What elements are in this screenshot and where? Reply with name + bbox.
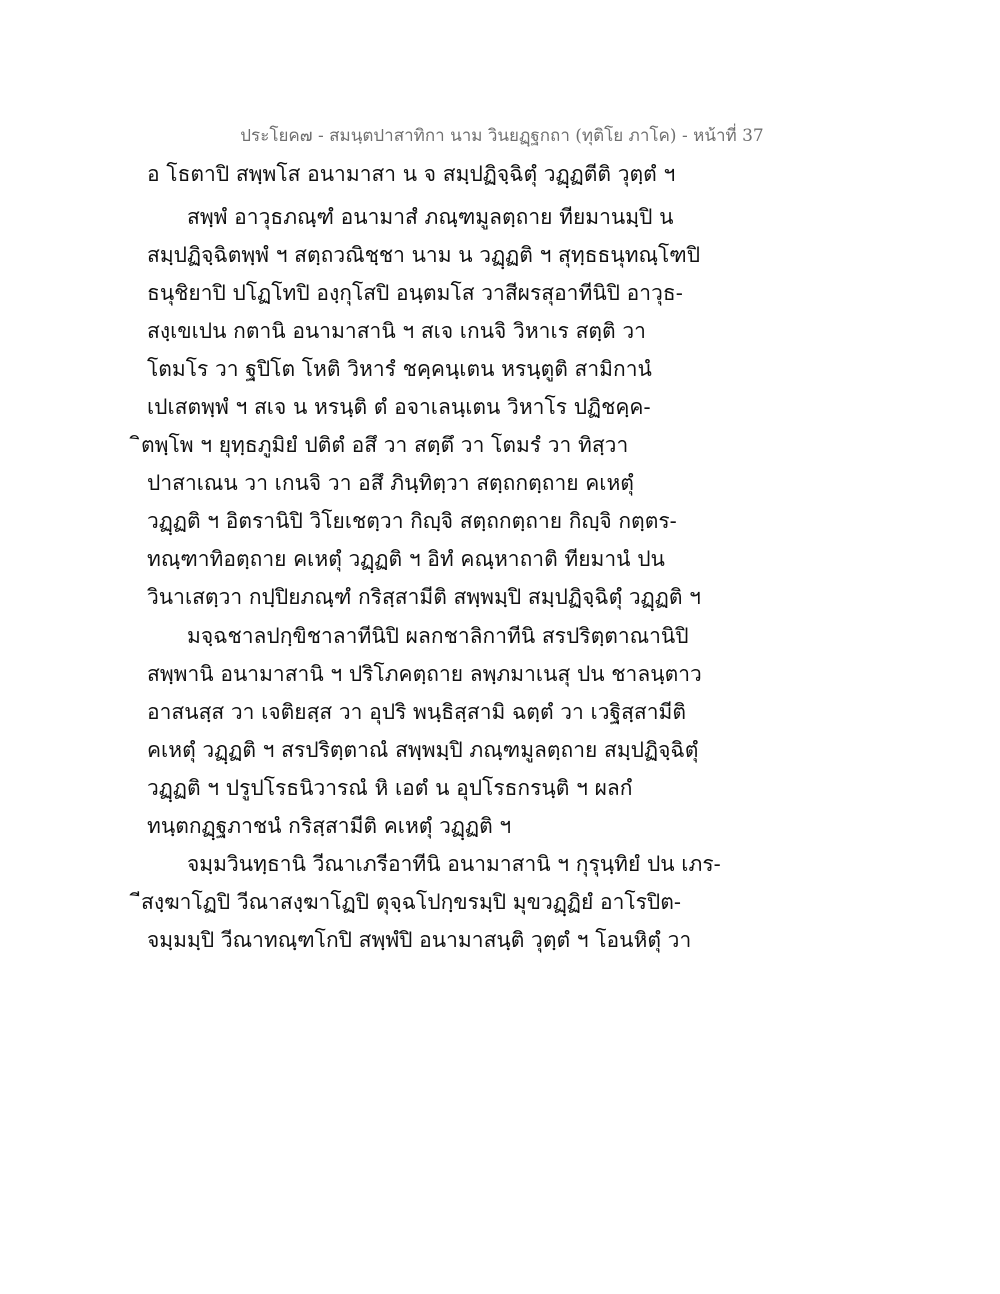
text-line: วฏฺฏติ ฯ ปรูปโรธนิวารณํ หิ เอตํ น อุปโรธกรนฺติ ฯ ผลกํ — [147, 776, 633, 800]
text-line: อาสนสฺส วา เจติยสฺส วา อุปริ พนฺธิสฺสามิ ฉตฺตํ วา เวฐิสฺสามีติ — [147, 700, 686, 724]
text-line: วฏฺฏติ ฯ อิตรานิปิ วิโยเชตฺวา กิญฺจิ สตฺถกตฺถาย กิญฺจิ กตฺตร- — [147, 509, 677, 533]
text-line: ิตพฺโพ ฯ ยุทฺธภูมิยํ ปติตํ อสึ วา สตฺตึ วา โตมรํ วา ทิสฺวา — [141, 433, 629, 457]
text-line: อ โธตาปิ สพฺพโส อนามาสา น จ สมฺปฏิจฺฉิตุํ วฏฺฏตีติ วุตฺตํ ฯ — [147, 162, 676, 186]
page-header: ประโยค๗ - สมนฺตปาสาทิกา นาม วินยฏฺฐกถา (ทุติโย ภาโค) - หน้าที่ 37 — [240, 126, 764, 146]
text-line: เปเสตพฺพํ ฯ สเจ น หรนฺติ ตํ อจาเลนฺเตน วิหาโร ปฏิชคฺค- — [147, 395, 651, 419]
text-line: สมฺปฏิจฺฉิตพฺพํ ฯ สตฺถวณิชฺชา นาม น วฏฺฏติ ฯ สุทฺธธนุทณฺโฑปิ — [147, 243, 701, 267]
text-line: วินาเสตฺวา กปฺปิยภณฺฑํ กริสฺสามีติ สพฺพมฺปิ สมฺปฏิจฺฉิตุํ วฏฺฏติ ฯ — [147, 585, 701, 609]
text-line: คเหตุํ วฏฺฏติ ฯ สรปริตฺตาณํ สพฺพมฺปิ ภณฺฑมูลตฺถาย สมฺปฏิจฺฉิตุํ — [147, 738, 699, 762]
text-line: สพฺพํ อาวุธภณฺฑํ อนามาสํ ภณฺฑมูลตฺถาย ทียมานมฺปิ น — [187, 205, 674, 229]
text-line: ธนุชิยาปิ ปโฏโทปิ องฺกุโสปิ อนฺตมโส วาสีผรสุอาทีนิปิ อาวุธ- — [147, 281, 683, 305]
text-line: จมฺมมฺปิ วีณาทณฺฑโกปิ สพฺพํปิ อนามาสนฺติ วุตฺตํ ฯ โอนหิตุํ วา — [147, 928, 692, 952]
text-line: จมฺมวินทฺธานิ วีณาเภรีอาทีนิ อนามาสานิ ฯ กุรุนฺทิยํ ปน เภร- — [187, 852, 721, 876]
text-line: มจฺฉชาลปกฺขิชาลาทีนิปิ ผลกชาลิกาทีนิ สรปริตฺตาณานิปิ — [187, 624, 689, 648]
text-line: สพฺพานิ อนามาสานิ ฯ ปริโภคตฺถาย ลพฺภมาเนสุ ปน ชาลนฺตาว — [147, 662, 702, 686]
text-line: ีสงฺฆาโฏปิ วีณาสงฺฆาโฏปิ ตุจฺฉโปกฺขรมฺปิ มุขวฏฺฏิยํ อาโรปิต- — [141, 890, 681, 914]
text-line: ทนฺตกฏฺฐภาชนํ กริสฺสามีติ คเหตุํ วฏฺฏติ ฯ — [147, 814, 512, 838]
text-line: ปาสาเณน วา เกนจิ วา อสึ ภินฺทิตฺวา สตฺถกตฺถาย คเหตุํ — [147, 471, 634, 495]
text-line: สงฺเขเปน กตานิ อนามาสานิ ฯ สเจ เกนจิ วิหาเร สตฺติ วา — [147, 319, 646, 343]
text-line: ทณฺฑาทิอตฺถาย คเหตุํ วฏฺฏติ ฯ อิทํ คณฺหาถาติ ทียมานํ ปน — [147, 547, 665, 571]
text-line: โตมโร วา ฐปิโต โหติ วิหารํ ชคฺคนฺเตน หรนฺตูติ สามิกานํ — [147, 357, 652, 381]
